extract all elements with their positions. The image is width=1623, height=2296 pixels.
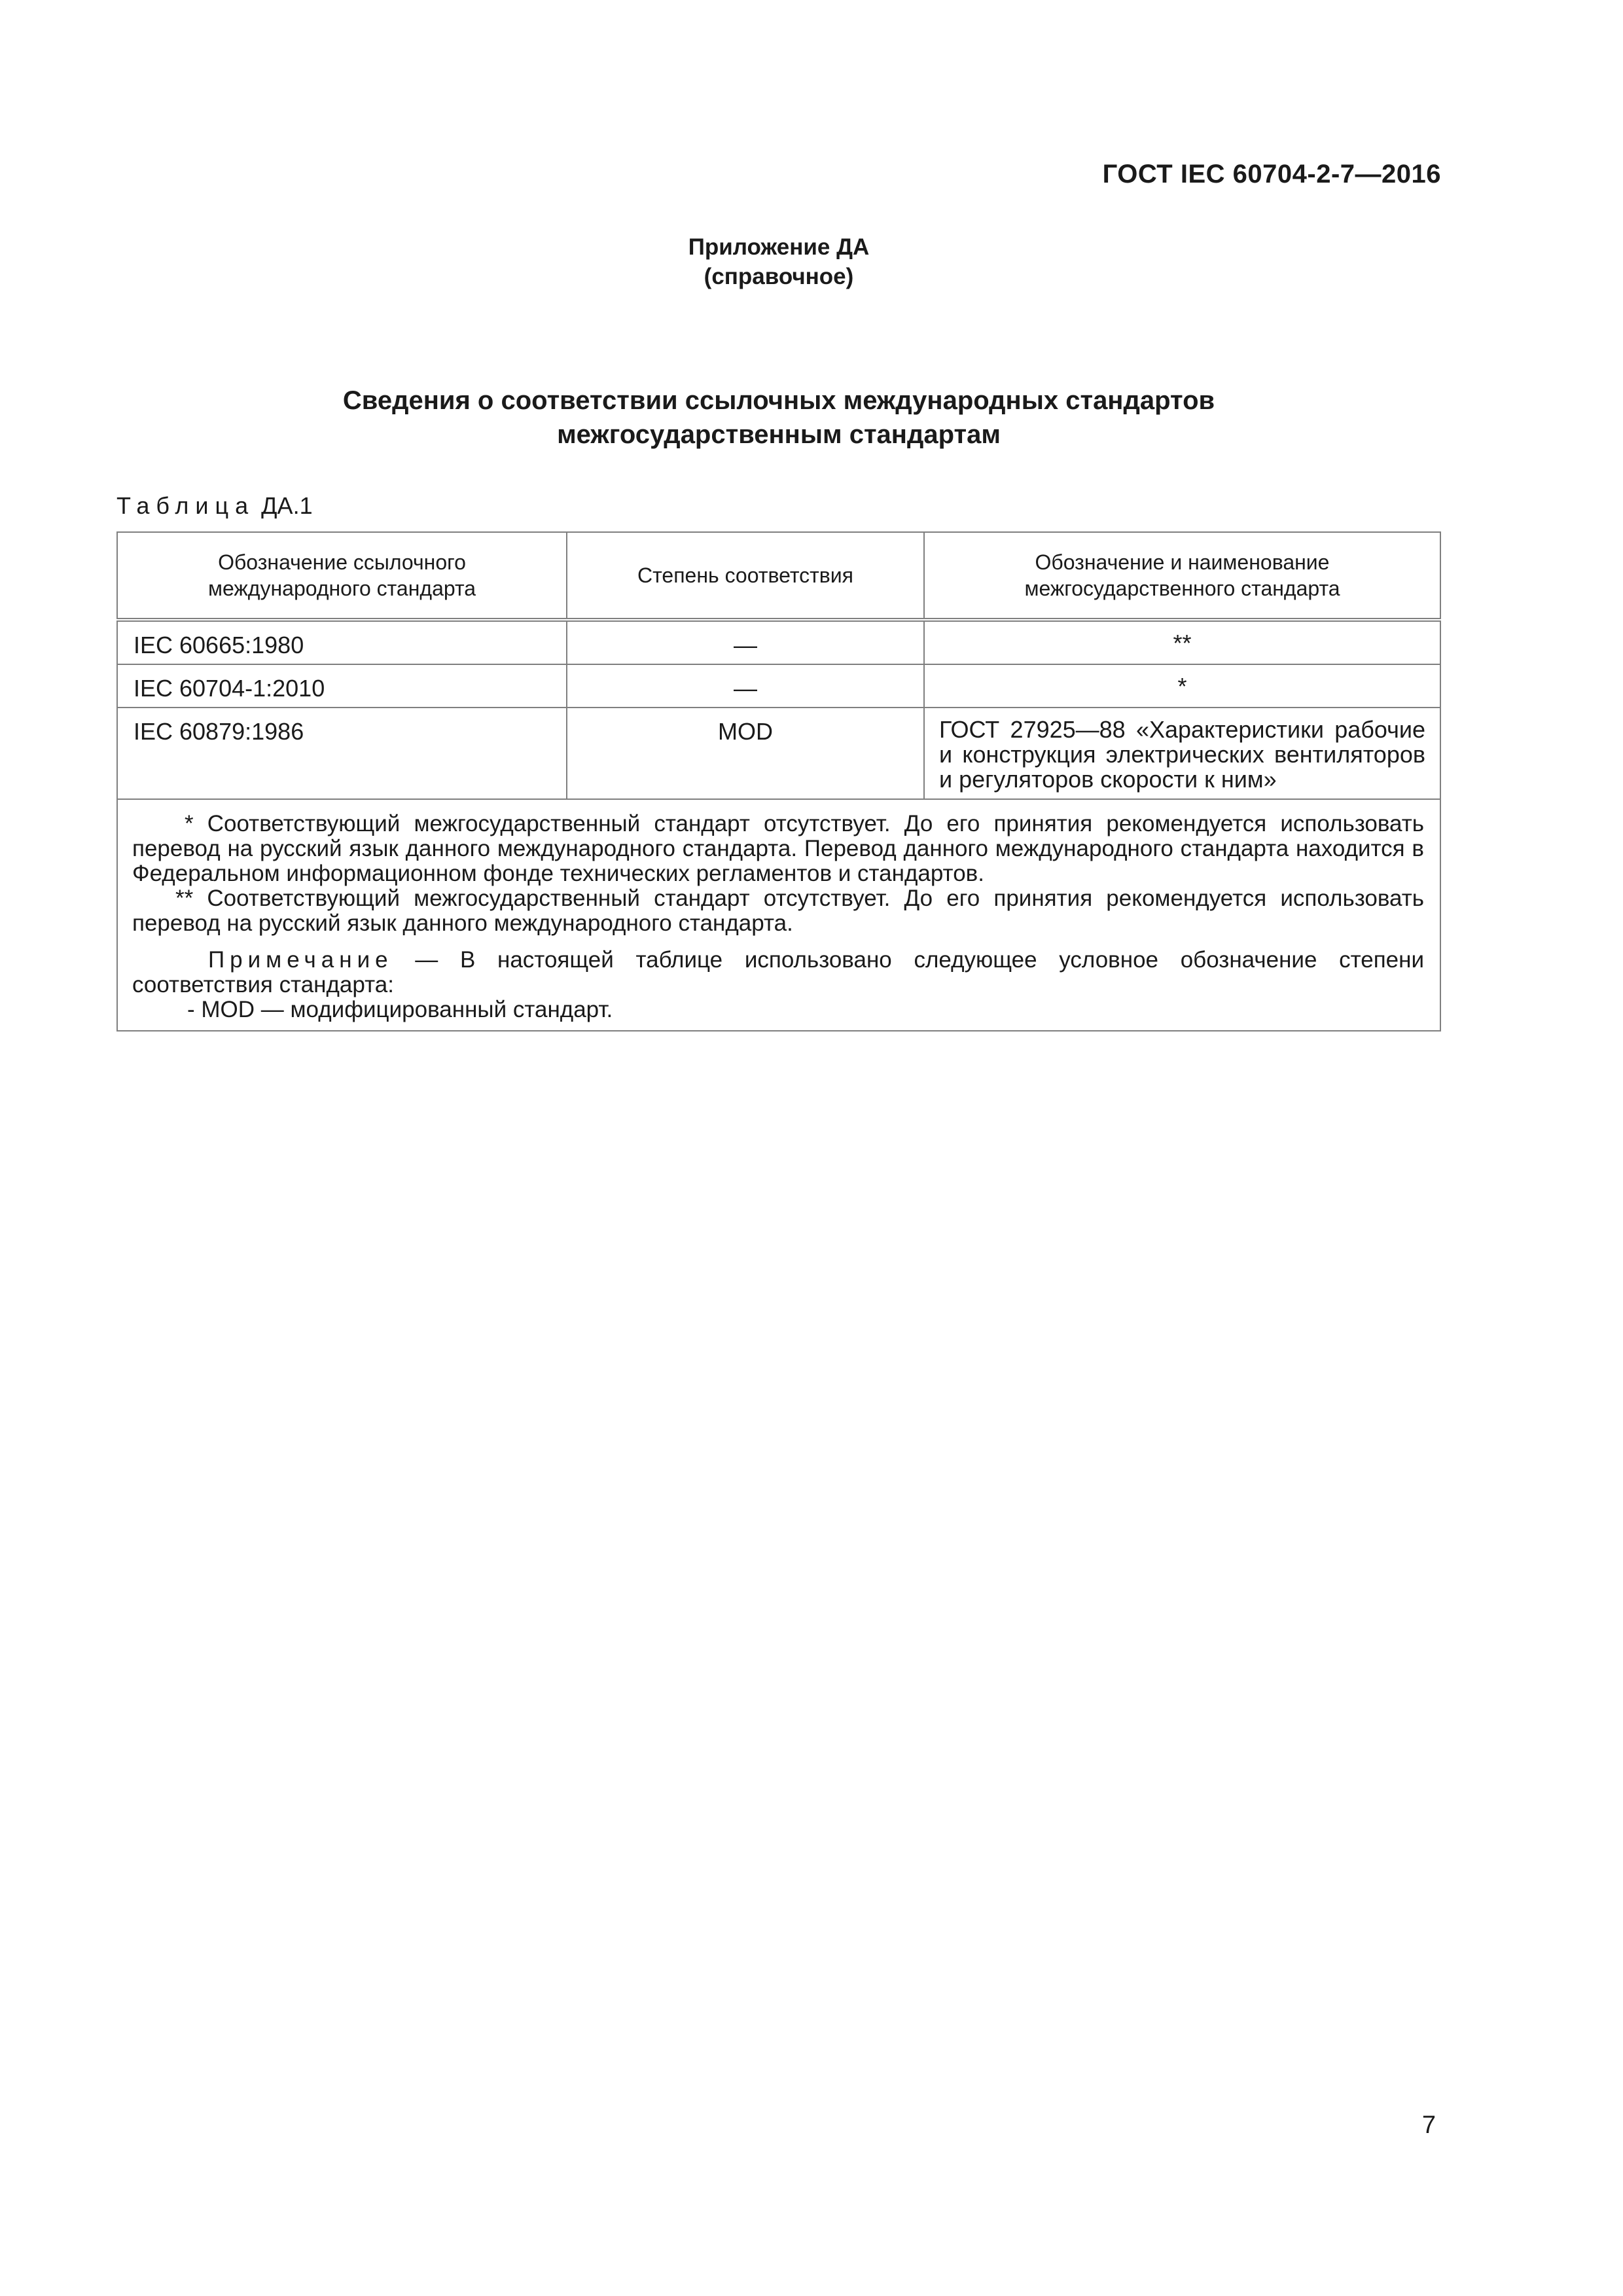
table-row — [117, 664, 1440, 708]
cell-gost: ** — [924, 620, 1440, 664]
header-gost-standard: Обозначение и наименование межгосударственного стандарта — [924, 532, 1440, 620]
table-note — [132, 948, 1424, 997]
table-caption-number: ДА.1 — [261, 492, 313, 519]
page-number: 7 — [1421, 2111, 1436, 2139]
appendix-kind: (справочное) — [704, 264, 854, 289]
table-footnotes — [117, 799, 1440, 1031]
header-ref-standard: Обозначение ссылочного международного стандарта — [117, 532, 567, 620]
table-caption — [116, 492, 313, 520]
cell-gost: ГОСТ 27925—88 «Характеристики рабочие и конструкция электрических вентиляторов и регуляторов скорости к ним» — [924, 708, 1440, 799]
cell-degree: — — [567, 664, 924, 708]
table-header-row — [117, 532, 1440, 620]
cell-ref: IEC 60879:1986 — [117, 708, 567, 799]
note-label: Примечание — [208, 947, 393, 973]
appendix-title: Приложение ДА — [688, 234, 870, 260]
cell-degree: — — [567, 620, 924, 664]
appendix-heading — [0, 232, 1558, 291]
footnote-single: * Соответствующий межгосударственный стандарт отсутствует. До его принятия рекомендуется использовать перевод на русский язык данного международного стандарта. Перевод данного международного стандарта находится в Федеральном информационном фонде технических регламентов и стандартов. — [132, 811, 1424, 886]
table-footnotes-row — [117, 799, 1440, 1031]
table-row — [117, 620, 1440, 664]
cell-gost: * — [924, 664, 1440, 708]
note-mod-item: - MOD — модифицированный стандарт. — [187, 997, 613, 1022]
title-line-2: межгосударственным стандартам — [557, 420, 1001, 449]
document-code: ГОСТ IEC 60704-2-7—2016 — [1102, 160, 1441, 188]
table-caption-word: Таблица — [116, 492, 255, 519]
header-degree: Степень соответствия — [567, 532, 924, 620]
page-title — [0, 384, 1558, 452]
title-line-1: Сведения о соответствии ссылочных международных стандартов — [342, 386, 1215, 415]
footnote-double: ** Соответствующий межгосударственный стандарт отсутствует. До его принятия рекомендуется использовать перевод на русский язык данного международного стандарта. — [132, 886, 1424, 936]
correspondence-table — [116, 531, 1441, 1031]
table-row — [117, 708, 1440, 799]
cell-ref: IEC 60665:1980 — [117, 620, 567, 664]
cell-degree: MOD — [567, 708, 924, 799]
cell-ref: IEC 60704-1:2010 — [117, 664, 567, 708]
note-text: — В настоящей таблице использовано следующее условное обозначение степени соответствия стандарта: — [132, 947, 1424, 997]
